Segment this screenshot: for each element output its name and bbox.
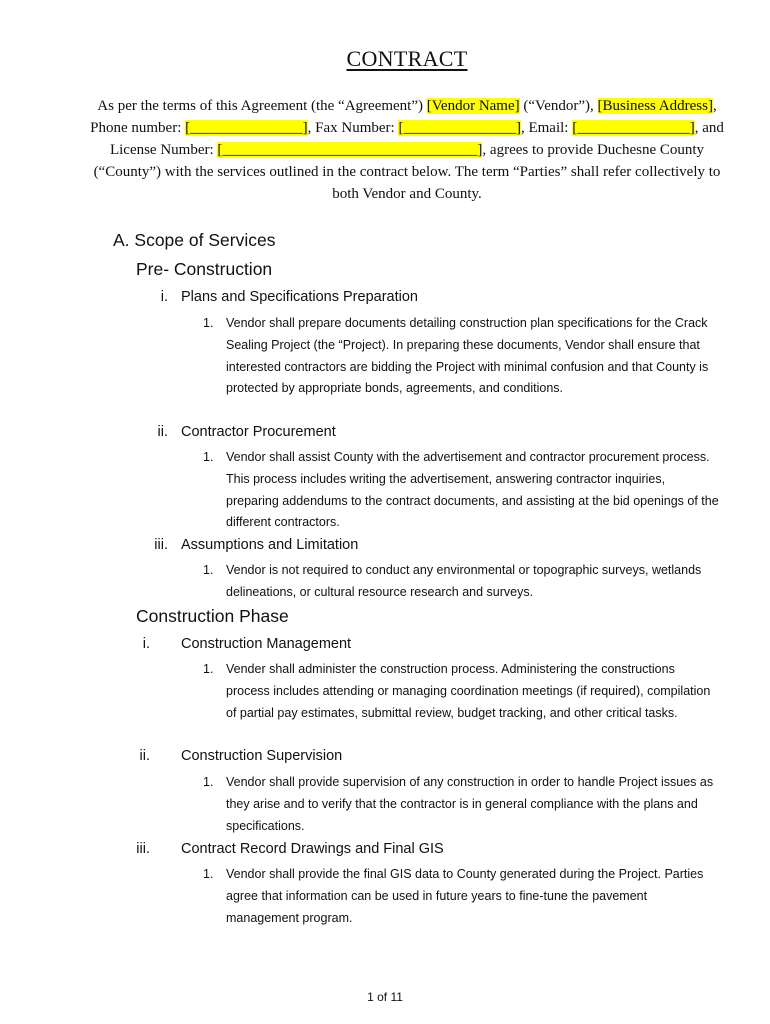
sub-heading-title: Plans and Specifications Preparation [181,289,418,305]
list-item-number: 1. [203,775,214,789]
vendor-name-field[interactable]: [Vendor Name] [426,98,520,114]
list-item-number: 1. [203,563,214,577]
document-title: CONTRACT [346,46,468,71]
license-number-field[interactable]: [__________________________________] [217,142,483,158]
email-field[interactable]: [_______________] [572,120,695,136]
list-item-text: Vendor shall provide the final GIS data to County generated during the Project. Parties agree that information can be used in future years to fine-tune the pavement management program. [226,867,704,925]
subsection-heading-pre-construction: Pre- Construction [136,259,273,279]
intro-text: , and License Number: [109,120,724,158]
intro-text: , Email: [520,120,573,136]
subsection-heading-construction-phase: Construction Phase [136,606,289,626]
fax-number-field[interactable]: [_______________] [398,120,521,136]
list-item-number: 1. [203,450,214,464]
sub-heading-number: ii. [157,424,168,440]
sub-heading-title: Construction Management [181,636,352,652]
list-item-text: Vendor shall provide supervision of any construction in order to handle Project issues as they arise and to verify that the contractor is in general compliance with the plans and specifications. [226,775,714,833]
intro-text: , Fax Number: [307,120,399,136]
list-item-text: Vendor is not required to conduct any environmental or topographic surveys, wetlands delineations, or cultural resource research and surveys. [226,563,702,599]
list-item-text: Vendor shall prepare documents detailing construction plan specifications for the Crack Sealing Project (the “Project). In preparing these documents, Vendor shall ensure that interested contractors are bidding the Project with minimal confusion and that County is protected by appropriate bonds, agreements, and conditions. [226,316,709,396]
intro-text: , Phone number: [90,98,717,136]
list-item-text: Vender shall administer the construction process. Administering the constructions process includes attending or managing coordination meetings (if required), compilation of partial pay estimates, submittal review, budget tracking, and other critical tasks. [226,662,711,720]
sub-heading-title: Construction Supervision [181,748,343,764]
business-address-field[interactable]: [Business Address] [597,98,713,114]
page-number: 1 of 11 [367,990,403,1004]
intro-text: As per the terms of this Agreement (the “Agreement”) [97,98,427,114]
phone-number-field[interactable]: [_______________] [185,120,308,136]
section-heading-scope: A. Scope of Services [113,230,276,250]
sub-heading-number: ii. [139,748,150,764]
sub-heading-title: Contract Record Drawings and Final GIS [181,841,444,857]
intro-text: , agrees to provide Duchesne County (“County”) with the services outlined in the contract below. The term “Parties” shall refer collectively to both Vendor and County. [93,142,721,202]
list-item-number: 1. [203,662,214,676]
intro-text: (“Vendor”), [519,98,598,114]
sub-heading-number: iii. [136,841,150,857]
sub-heading-title: Assumptions and Limitation [181,537,359,553]
sub-heading-number: i. [160,289,168,305]
sub-heading-title: Contractor Procurement [181,424,336,440]
intro-paragraph [90,95,724,205]
list-item-number: 1. [203,867,214,881]
list-item-number: 1. [203,316,214,330]
sub-heading-number: i. [142,636,150,652]
list-item-text: Vendor shall assist County with the advertisement and contractor procurement process. This process includes writing the advertisement, answering contractor inquiries, preparing addendums to the contract documents, and assisting at the bid openings of the different contractors. [226,450,719,530]
sub-heading-number: iii. [154,537,168,553]
